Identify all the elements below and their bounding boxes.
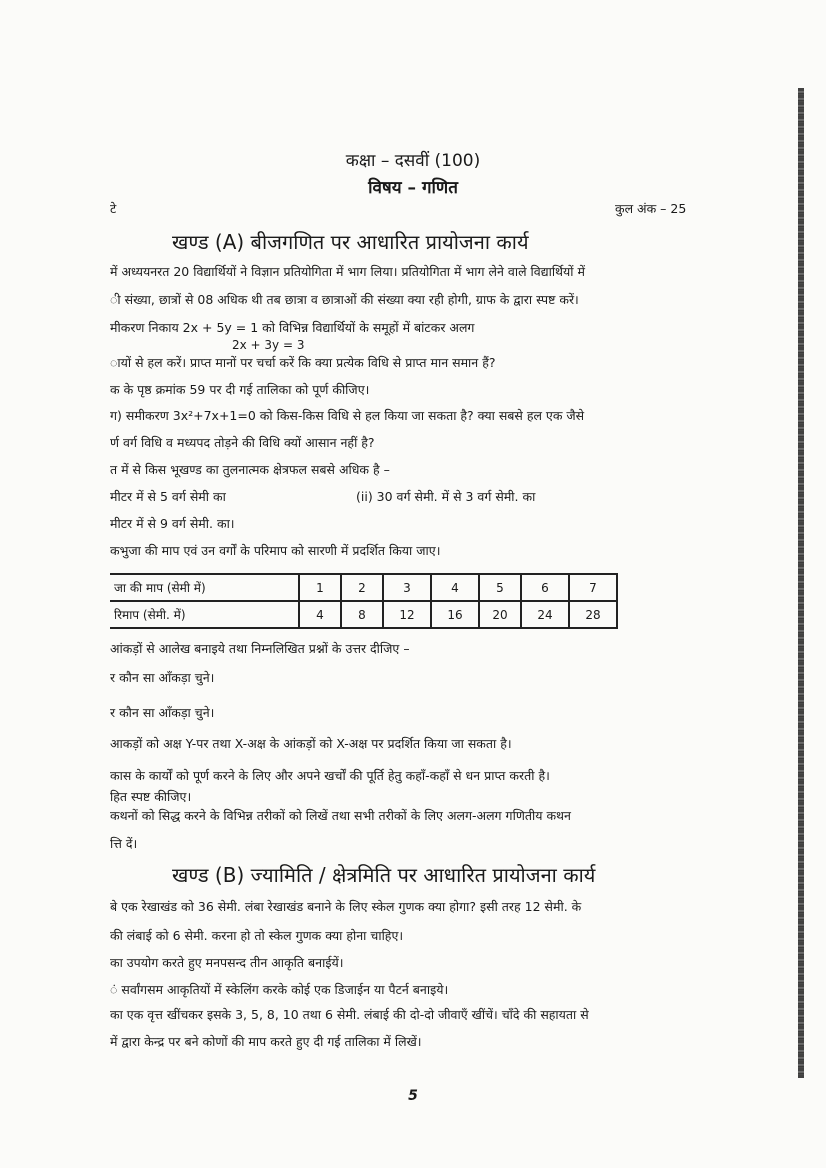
q-line: कास के कार्यों को पूर्ण करने के लिए और अपने खर्चों की पूर्ति हेतु कहाँ-कहाँ से धन प्राप्त करती है।	[110, 768, 550, 783]
q-line: मीटर में से 9 वर्ग सेमी. का।	[110, 516, 235, 531]
q-line: आंकड़ों से आलेख बनाइये तथा निम्नलिखित प्रश्नों के उत्तर दीजिए –	[110, 641, 410, 656]
table-cell: 24	[521, 601, 569, 628]
q-line: आकड़ों को अक्ष Y-पर तथा X-अक्ष के आंकड़ों को X-अक्ष पर प्रदर्शित किया जा सकता है।	[110, 736, 512, 751]
q-line: र कौन सा आँकड़ा चुने।	[110, 670, 215, 685]
table-cell: 3	[383, 574, 431, 601]
q-line: का एक वृत्त खींचकर इसके 3, 5, 8, 10 तथा 6 सेमी. लंबाई की दो-दो जीवाएँ खींचें। चाँदे की सहायता से	[110, 1007, 589, 1022]
q-line: ग) समीकरण 3x²+7x+1=0 को किस-किस विधि से हल किया जा सकता है? क्या सबसे हल एक जैसे	[110, 408, 585, 423]
table-cell: 16	[431, 601, 479, 628]
row-label: जा की माप (सेमी में)	[110, 574, 299, 601]
q-line: र कौन सा आँकड़ा चुने।	[110, 705, 215, 720]
q-line: त में से किस भूखण्ड का तुलनात्मक क्षेत्रफल सबसे अधिक है –	[110, 462, 390, 477]
table-cell: 4	[431, 574, 479, 601]
page-number: 5	[408, 1088, 418, 1104]
q-line: (ii) 30 वर्ग सेमी. में से 3 वर्ग सेमी. का	[356, 489, 536, 504]
q-line: क के पृष्ठ क्रमांक 59 पर दी गई तालिका को पूर्ण कीजिए।	[110, 382, 370, 397]
q-line: मीटर में से 5 वर्ग सेमी का	[110, 489, 226, 504]
table-cell: 8	[341, 601, 383, 628]
table-cell: 12	[383, 601, 431, 628]
q-line: का उपयोग करते हुए मनपसन्द तीन आकृति बनाईयें।	[110, 955, 344, 970]
subject-heading: विषय – गणित	[368, 178, 458, 198]
q-line: ी संख्या, छात्रों से 08 अधिक थी तब छात्रा व छात्राओं की संख्या क्या रही होगी, ग्राफ के द्वारा स्पष्ट करें।	[110, 292, 579, 307]
q-line: ं सर्वांगसम आकृतियों में स्केलिंग करके कोई एक डिजाईन या पैटर्न बनाइये।	[110, 982, 449, 997]
total-marks: कुल अंक – 25	[615, 201, 687, 216]
scanned-page-edge	[798, 88, 804, 1078]
table-cell: 6	[521, 574, 569, 601]
q-line: में अध्ययनरत 20 विद्यार्थियों ने विज्ञान प्रतियोगिता में भाग लिया। प्रतियोगिता में भाग लेने वाले विद्यार्थियों में	[110, 264, 585, 279]
table-cell: 20	[479, 601, 521, 628]
q-line: र्ण वर्ग विधि व मध्यपद तोड़ने की विधि क्यों आसान नहीं है?	[110, 435, 375, 450]
q-line: की लंबाई को 6 सेमी. करना हो तो स्केल गुणक क्या होना चाहिए।	[110, 928, 404, 943]
table-row	[110, 574, 617, 601]
table-cell: 1	[299, 574, 341, 601]
q-line: हित स्पष्ट कीजिए।	[110, 789, 192, 804]
q-line: बे एक रेखाखंड को 36 सेमी. लंबा रेखाखंड बनाने के लिए स्केल गुणक क्या होगा? इसी तरह 12 सेमी. के	[110, 899, 582, 914]
table-cell: 5	[479, 574, 521, 601]
table-cell: 7	[569, 574, 617, 601]
table-row	[110, 601, 617, 628]
q-line: कभुजा की माप एवं उन वर्गों के परिमाप को सारणी में प्रदर्शित किया जाए।	[110, 543, 441, 558]
q-line: मीकरण निकाय 2x + 5y = 1 को विभिन्न विद्यार्थियों के समूहों में बांटकर अलग	[110, 320, 475, 335]
table-cell: 28	[569, 601, 617, 628]
class-heading: कक्षा – दसवीं (100)	[345, 151, 481, 171]
q-line: में द्वारा केन्द्र पर बने कोणों की माप करते हुए दी गई तालिका में लिखें।	[110, 1034, 422, 1049]
table-cell: 2	[341, 574, 383, 601]
q-line: त्ति दें।	[110, 836, 138, 851]
table-cell: 4	[299, 601, 341, 628]
equation-second: 2x + 3y = 3	[232, 338, 305, 352]
left-note: टे	[110, 201, 117, 216]
q-line: ायों से हल करें। प्राप्त मानों पर चर्चा करें कि क्या प्रत्येक विधि से प्राप्त मान समान हैं?	[110, 355, 496, 370]
q-line: कथनों को सिद्ध करने के विभिन्न तरीकों को लिखें तथा सभी तरीकों के लिए अलग-अलग गणितीय कथन	[110, 808, 571, 823]
section-a-title: खण्ड (A) बीजगणित पर आधारित प्रायोजना कार्य	[172, 230, 529, 254]
side-perimeter-table	[110, 573, 618, 629]
section-b-title: खण्ड (B) ज्यामिति / क्षेत्रमिति पर आधारित प्रायोजना कार्य	[172, 863, 596, 887]
row-label: रिमाप (सेमी. में)	[110, 601, 299, 628]
